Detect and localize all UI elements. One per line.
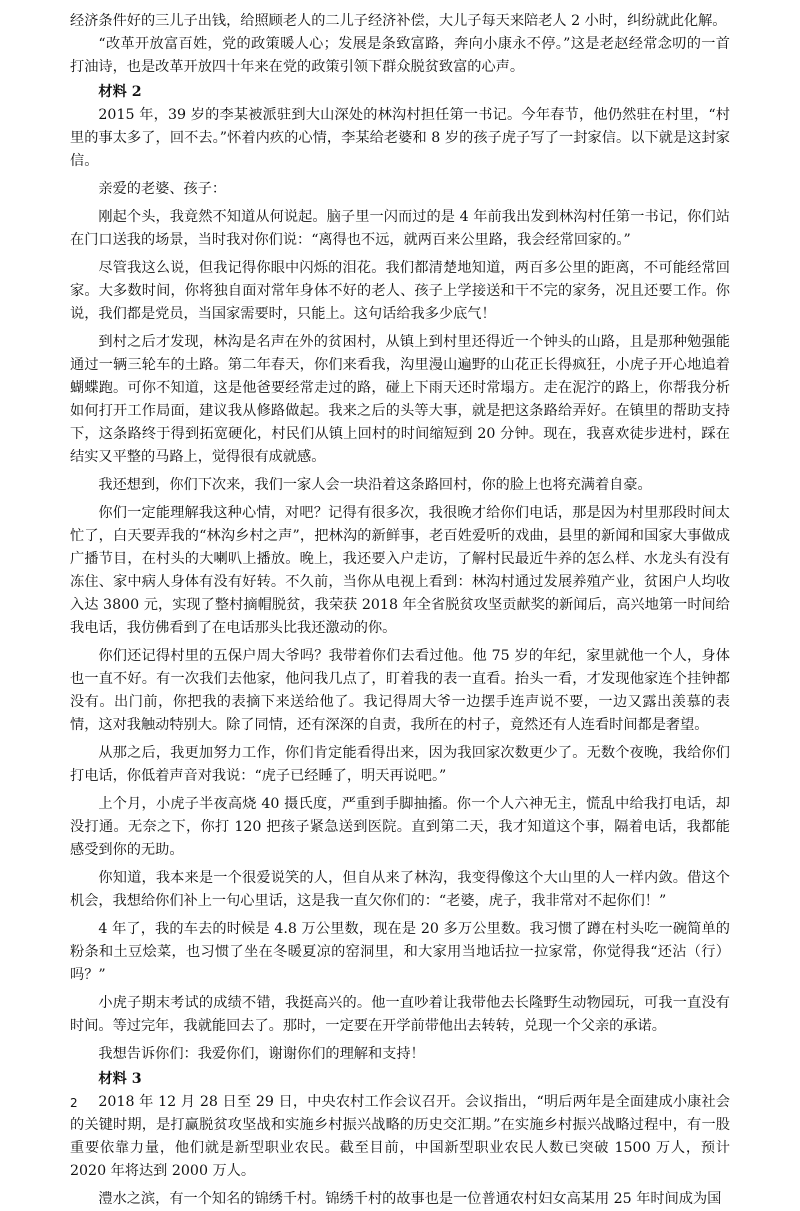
paragraph: 你知道，我本来是一个很爱说笑的人，但自从来了林沟，我变得像这个大山里的人一样内敛。借这个机会，我想给你们补上一句心里话，这是我一直欠你们的：“老婆，虎子，我非常对不起你们！” [70, 870, 730, 909]
paragraph: 我还想到，你们下次来，我们一家人会一块沿着这条路回村，你的脸上也将充满着自豪。 [98, 477, 652, 493]
paragraph: 2018 年 12 月 28 日至 29 日，中央农村工作会议召开。会议指出，“明后两年是全面建成小康社会的关键时期，是打赢脱贫攻坚战和实施乡村振兴战略的历史交汇期。”在实施乡村振兴战略过程中，有一股重要依靠力量，他们就是新型职业农民。截至目前，中国新型职业农民人数已突破 1500 万人，预计 2020 年将达到 2000 万人。 [70, 1094, 730, 1179]
paragraph: 经济条件好的三儿子出钱，给照顾老人的二儿子经济补偿，大儿子每天来陪老人 2 小时，纠纷就此化解。 [70, 13, 727, 29]
paragraph: 尽管我这么说，但我记得你眼中闪烁的泪花。我们都清楚地知道，两百多公里的距离，不可能经常回家。大多数时间，你将独自面对常年身体不好的老人、孩子上学接送和干不完的家务，况且还要工作。你说，我们都是党员，当国家需要时，只能上。这句话给我多少底气！ [70, 260, 730, 322]
paragraph: 小虎子期末考试的成绩不错，我挺高兴的。他一直吵着让我带他去长隆野生动物园玩，可我一直没有时间。等过完年，我就能回去了。那时，一定要在开学前带他出去转转，兑现一个父亲的承诺。 [70, 995, 730, 1034]
paragraph: 澧水之滨，有一个知名的锦绣千村。锦绣千村的故事也是一位普通农村妇女高某用 25 年时间成为国 [98, 1191, 722, 1207]
paragraph: 到村之后才发现，林沟是名声在外的贫困村，从镇上到村里还得近一个钟头的山路，且是那种勉强能通过一辆三轮车的土路。第二年春天，你们来看我，沟里漫山遍野的山花正长得疯狂，小虎子开心地追着蝴蝶跑。可你不知道，这是他爸要经常走过的路，碰上下雨天还时常塌方。走在泥泞的路上，你帮我分析如何打开工作局面，建议我从修路做起。我来之后的头等大事，就是把这条路给弄好。在镇里的帮助支持下，这条路终于得到拓宽硬化，村民们从镇上回村的时间缩短到 20 分钟。现在，我喜欢徒步进村，踩在结实又平整的马路上，觉得很有成就感。 [70, 334, 730, 465]
section-heading: 材料 2 [98, 84, 142, 100]
paragraph: 你们还记得村里的五保户周大爷吗？我带着你们去看过他。他 75 岁的年纪，家里就他一个人，身体也一直不好。有一次我们去他家，他问我几点了，盯着我的表一直看。抬头一看，才发现他家连个挂钟都没有。出门前，你把我的表摘下来送给他了。我记得周大爷一边摆手连声说不要，一边又露出羡慕的表情，这对我触动特别大。除了同情，还有深深的自责，我所在的村子，竟然还有人连看时间都是奢望。 [70, 648, 730, 733]
document-body [70, 10, 730, 1211]
paragraph: 刚起个头，我竟然不知道从何说起。脑子里一闪而过的是 4 年前我出发到林沟村任第一书记，你们站在门口送我的场景，当时我对你们说：“离得也不远，就两百来公里路，我会经常回家的。” [70, 209, 730, 248]
paragraph: 2015 年，39 岁的李某被派驻到大山深处的林沟村担任第一书记。今年春节，他仍然驻在村里，“村里的事太多了，回不去。”怀着内疚的心情，李某给老婆和 8 岁的孩子虎子写了一封家信。以下就是这封家信。 [70, 107, 730, 169]
paragraph: “改革开放富百姓，党的政策暖人心；发展是条致富路，奔向小康永不停。”这是老赵经常念叨的一首打油诗，也是改革开放四十年来在党的政策引领下群众脱贫致富的心声。 [70, 36, 730, 75]
paragraph: 从那之后，我更加努力工作，你们肯定能看得出来，因为我回家次数更少了。无数个夜晚，我给你们打电话，你低着声音对我说：“虎子已经睡了，明天再说吧。” [70, 745, 730, 784]
paragraph: 亲爱的老婆、孩子： [98, 181, 227, 197]
section-heading: 材料 3 [98, 1071, 142, 1087]
paragraph: 上个月，小虎子半夜高烧 40 摄氏度，严重到手脚抽搐。你一个人六神无主，慌乱中给我打电话，却没打通。无奈之下，你打 120 把孩子紧急送到医院。直到第二天，我才知道这个事，隔着电话，我都能感受到你的无助。 [70, 796, 730, 858]
page-number: 2 [70, 1096, 78, 1110]
paragraph: 我想告诉你们：我爱你们，谢谢你们的理解和支持！ [98, 1046, 425, 1062]
paragraph: 你们一定能理解我这种心情，对吧？记得有很多次，我很晚才给你们电话，那是因为村里那段时间太忙了，白天要弄我的“林沟乡村之声”，把林沟的新鲜事，老百姓爱听的戏曲，县里的新闻和国家大事做成广播节目，在村头的大喇叭上播放。晚上，我还要入户走访，了解村民最近牛养的怎么样、水龙头有没有冻住、家中病人身体有没有好转。不久前，当你从电视上看到：林沟村通过发展养殖产业，贫困户人均收入达 3800 元，实现了整村摘帽脱贫，我荣获 2018 年全省脱贫攻坚贡献奖的新闻后，高兴地第一时间给我电话，我仿佛看到了在电话那头比我还激动的你。 [70, 505, 730, 636]
paragraph: 4 年了，我的车去的时候是 4.8 万公里数，现在是 20 多万公里数。我习惯了蹲在村头吃一碗简单的粉条和土豆烩菜，也习惯了坐在冬暖夏凉的窑洞里，和大家用当地话拉一拉家常，你觉得我“还沾（行）吗？” [70, 921, 730, 983]
